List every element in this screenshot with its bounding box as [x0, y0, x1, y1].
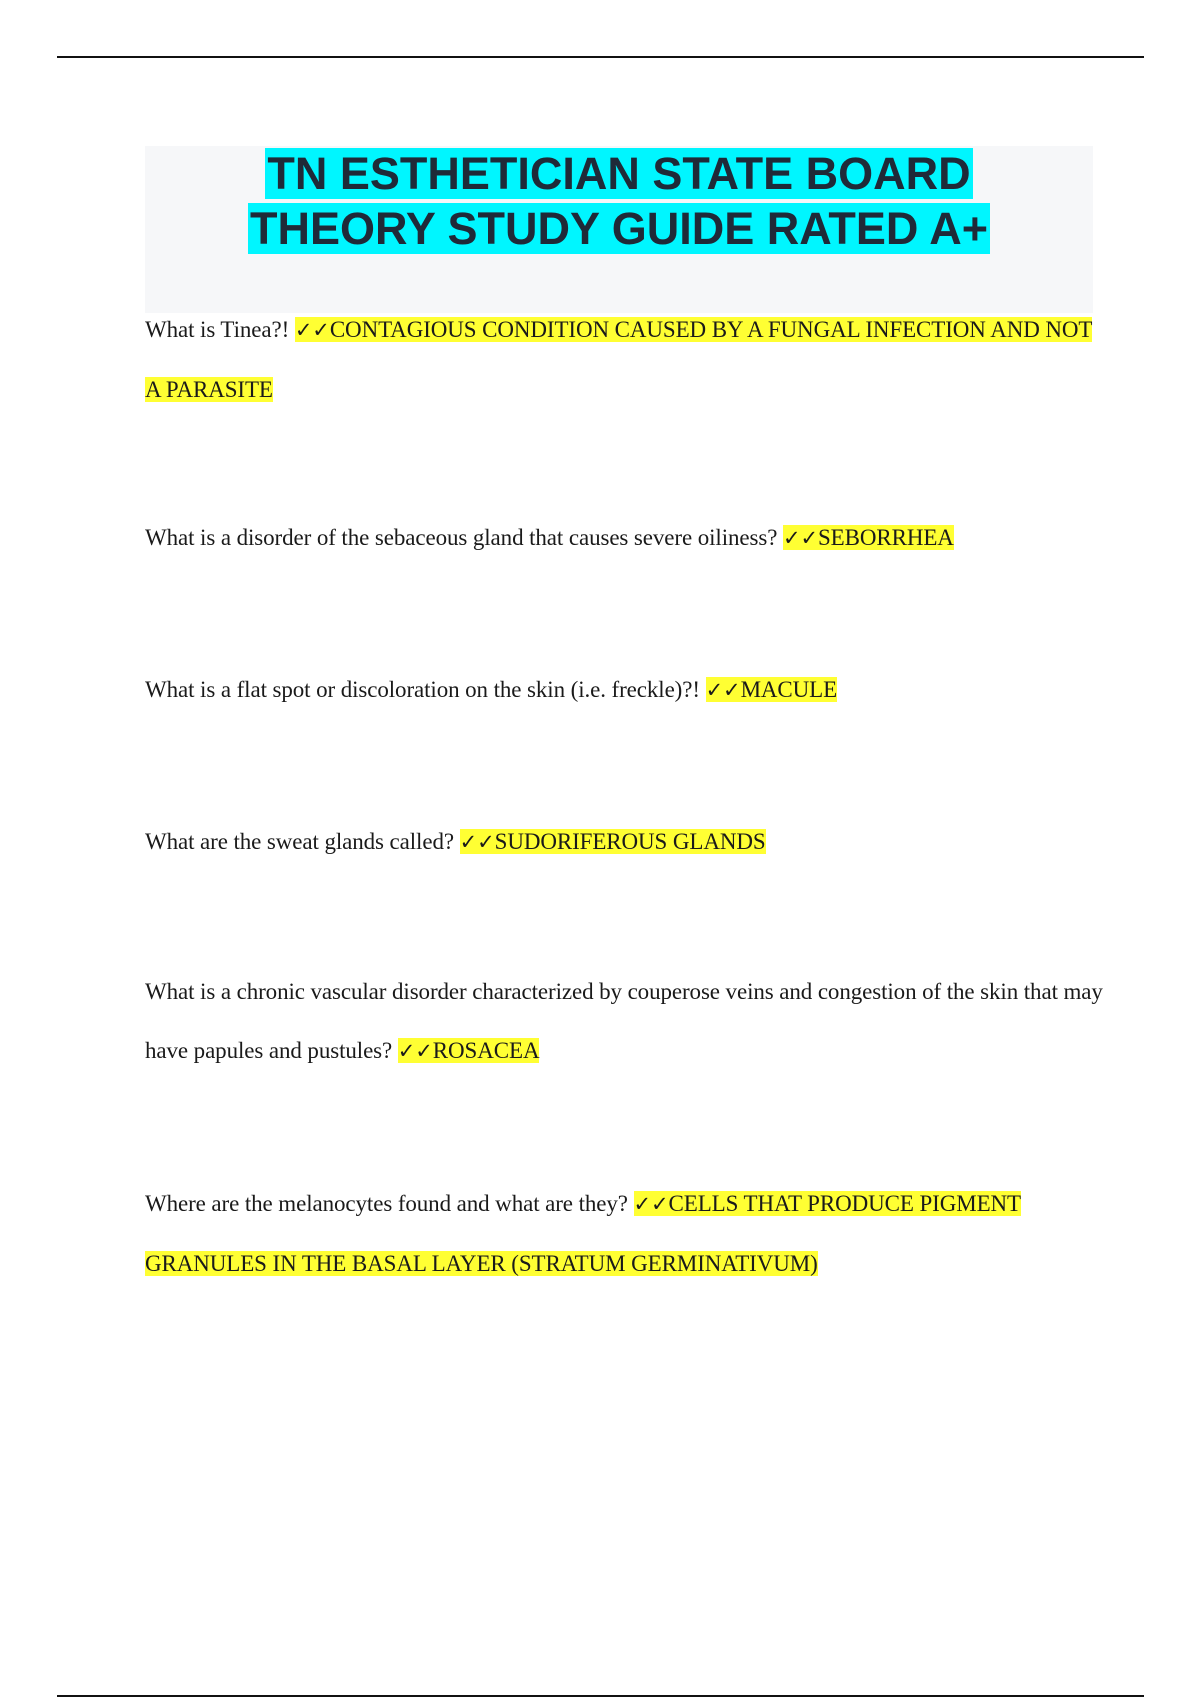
check-mark-icon: ✓✓: [294, 318, 330, 342]
answer-highlight: [460, 829, 766, 854]
check-mark-icon: ✓✓: [459, 830, 495, 854]
top-rule: [57, 56, 1144, 58]
check-mark-icon: ✓✓: [397, 1039, 433, 1063]
title-block: [145, 146, 1093, 313]
answer-text: CELLS THAT PRODUCE PIGMENT GRANULES IN THE BASAL LAYER (STRATUM GERMINATIVUM): [145, 1191, 1021, 1276]
check-mark-icon: ✓✓: [705, 678, 741, 702]
qa-item: [145, 508, 1105, 568]
title-line-1: TN ESTHETICIAN STATE BOARD: [267, 148, 971, 199]
qa-item: [145, 962, 1105, 1081]
check-mark-icon: ✓✓: [782, 526, 818, 550]
answer-text: SEBORRHEA: [817, 525, 954, 550]
qa-item: [145, 300, 1105, 419]
answer-text: SUDORIFEROUS GLANDS: [494, 829, 766, 854]
qa-item: [145, 660, 1105, 720]
answer-text: MACULE: [740, 677, 838, 702]
bottom-rule: [57, 1695, 1144, 1697]
answer-highlight: [706, 677, 838, 702]
qa-item: [145, 812, 1105, 872]
answer-highlight: [398, 1038, 540, 1063]
answer-text: ROSACEA: [432, 1038, 540, 1063]
question-text: What is a flat spot or discoloration on the skin (i.e. freckle)?!: [145, 677, 700, 702]
question-text: What is a chronic vascular disorder characterized by couperose veins and congestion of the skin that may have papules and pustules?: [145, 979, 1103, 1063]
question-text: What is Tinea?!: [145, 317, 290, 342]
document-title: [145, 146, 1093, 256]
question-text: What are the sweat glands called?: [145, 829, 454, 854]
answer-text: CONTAGIOUS CONDITION CAUSED BY A FUNGAL INFECTION AND NOT A PARASITE: [145, 317, 1092, 402]
question-text: Where are the melanocytes found and what are they?: [145, 1191, 628, 1216]
title-line-2: THEORY STUDY GUIDE RATED A+: [249, 203, 989, 254]
question-text: What is a disorder of the sebaceous gland that causes severe oiliness?: [145, 525, 778, 550]
answer-highlight: [783, 525, 954, 550]
check-mark-icon: ✓✓: [633, 1192, 669, 1216]
qa-item: [145, 1174, 1105, 1293]
